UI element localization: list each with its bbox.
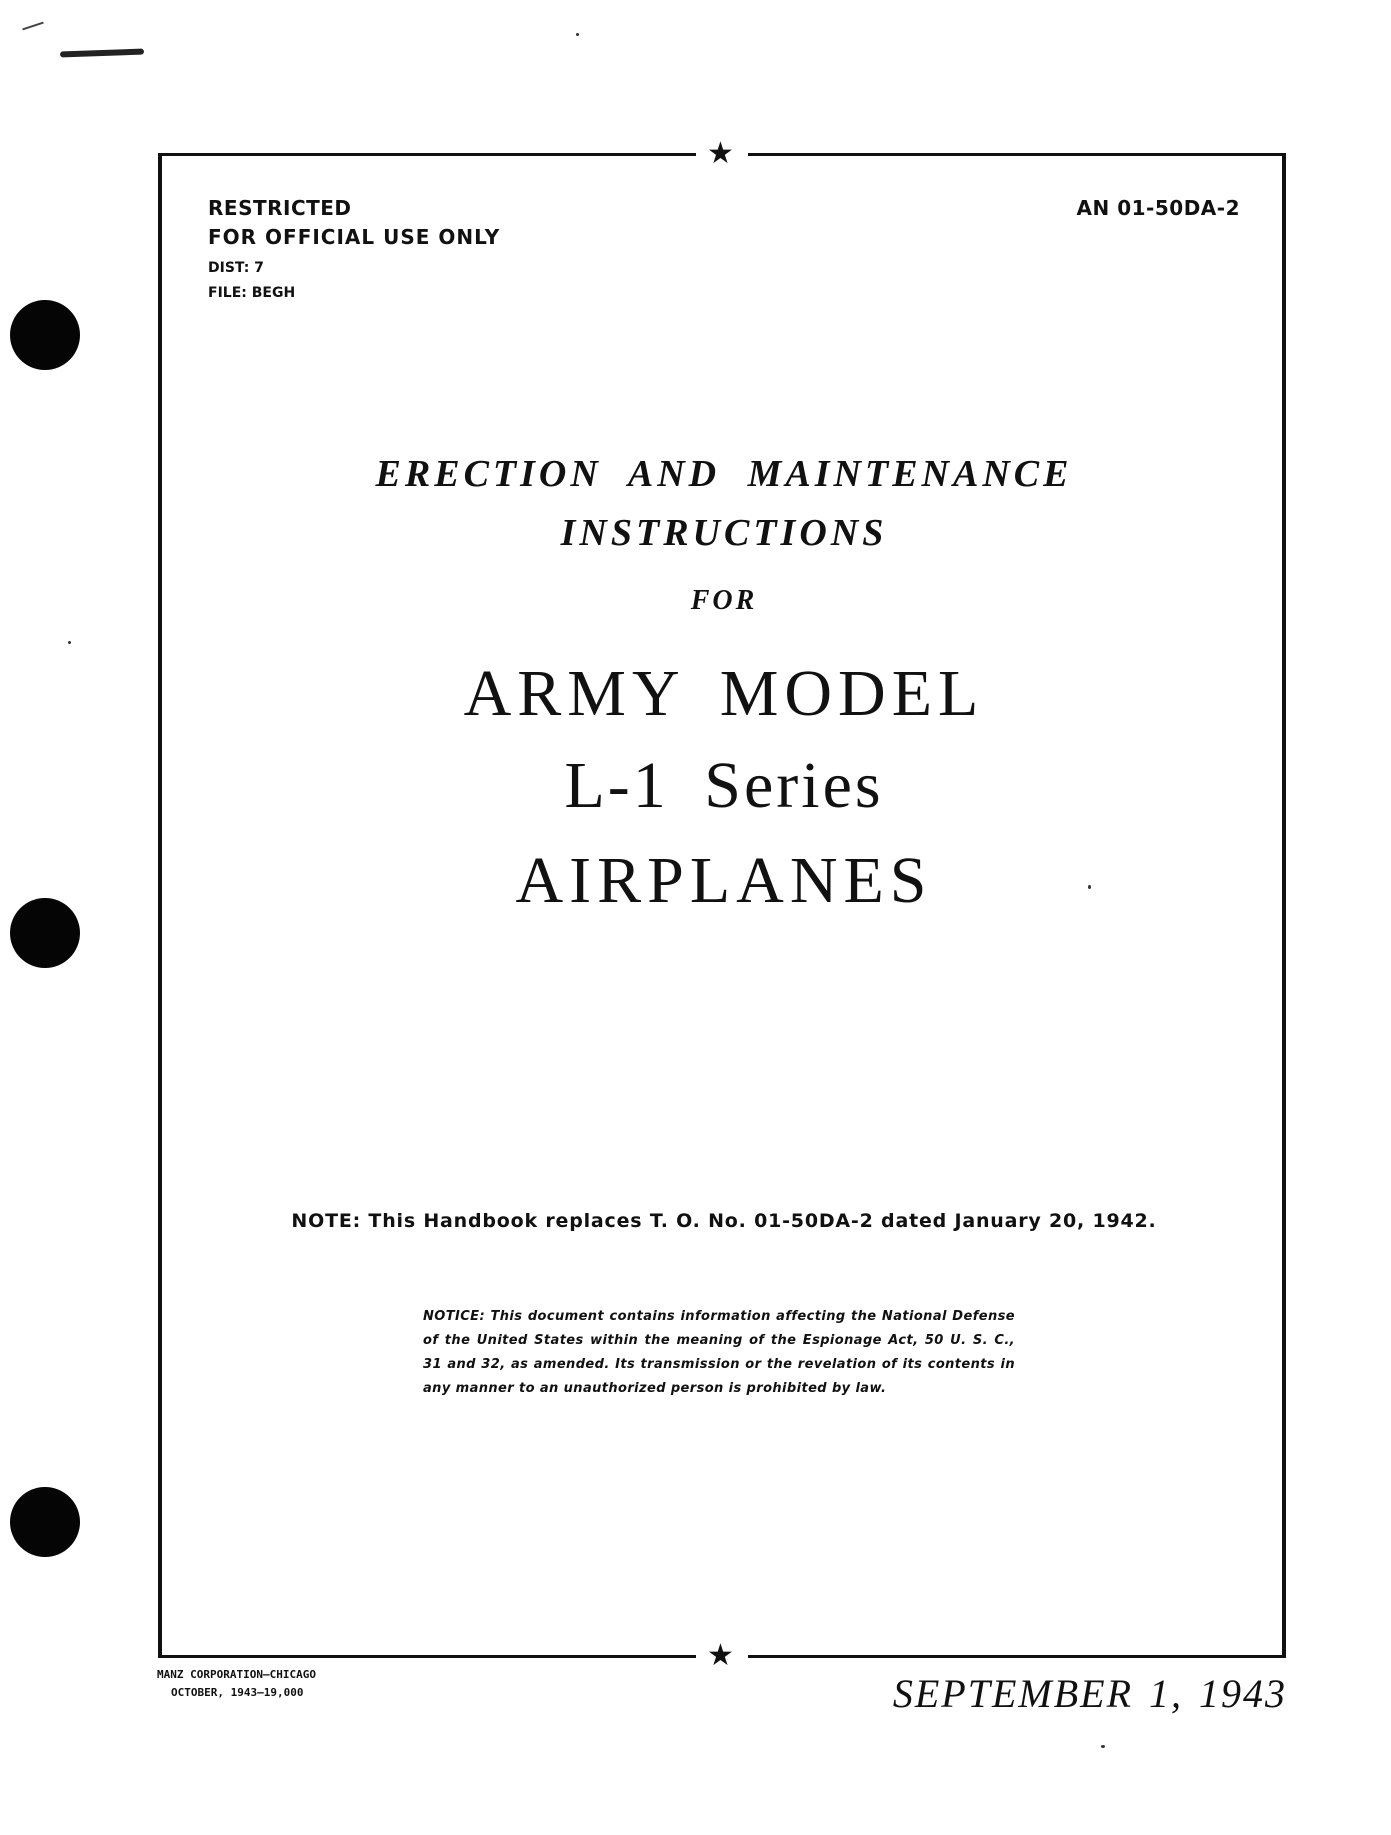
model-heading-1: ARMY MODEL <box>463 657 985 730</box>
model-heading-2: L-1 Series <box>564 749 884 822</box>
punch-hole <box>10 300 80 370</box>
publication-date: SEPTEMBER 1, 1943 <box>892 1671 1287 1716</box>
file-label: FILE: BEGH <box>208 285 296 301</box>
bottom-rule-right <box>748 1655 1286 1658</box>
scan-speck <box>68 641 71 644</box>
bottom-rule-left <box>158 1655 696 1658</box>
classification-label: RESTRICTED <box>208 196 352 220</box>
scan-speck <box>1101 1745 1105 1748</box>
top-rule-right <box>748 153 1286 156</box>
scan-mark <box>22 22 44 31</box>
espionage-notice: NOTICE: This document contains information affecting the National Defense of the United States within the meaning of the Espionage Act, 50 U. S. C., 31 and 32, as amended. Its transmission or the revelation of its contents in any manner to an unauthorized person is prohibited by law. <box>423 1309 1015 1396</box>
top-star-icon: ★ <box>707 136 734 171</box>
document-number: AN 01-50DA-2 <box>1076 196 1240 220</box>
print-run: OCTOBER, 1943—19,000 <box>171 1686 304 1699</box>
title-connector: FOR <box>690 585 758 616</box>
distribution-label: DIST: 7 <box>208 260 264 276</box>
punch-hole <box>10 1487 80 1557</box>
printer-imprint: MANZ CORPORATION—CHICAGO <box>157 1668 316 1681</box>
official-use-label: FOR OFFICIAL USE ONLY <box>208 225 501 249</box>
model-heading-3: AIRPLANES <box>515 844 933 917</box>
bottom-star-icon: ★ <box>707 1638 734 1673</box>
title-line-2: INSTRUCTIONS <box>560 512 888 554</box>
scan-speck <box>576 33 579 36</box>
scan-mark <box>60 49 144 58</box>
replacement-note: NOTE: This Handbook replaces T. O. No. 01-50DA-2 dated January 20, 1942. <box>291 1210 1157 1232</box>
title-line-1: ERECTION AND MAINTENANCE <box>375 453 1073 495</box>
top-rule-left <box>158 153 696 156</box>
